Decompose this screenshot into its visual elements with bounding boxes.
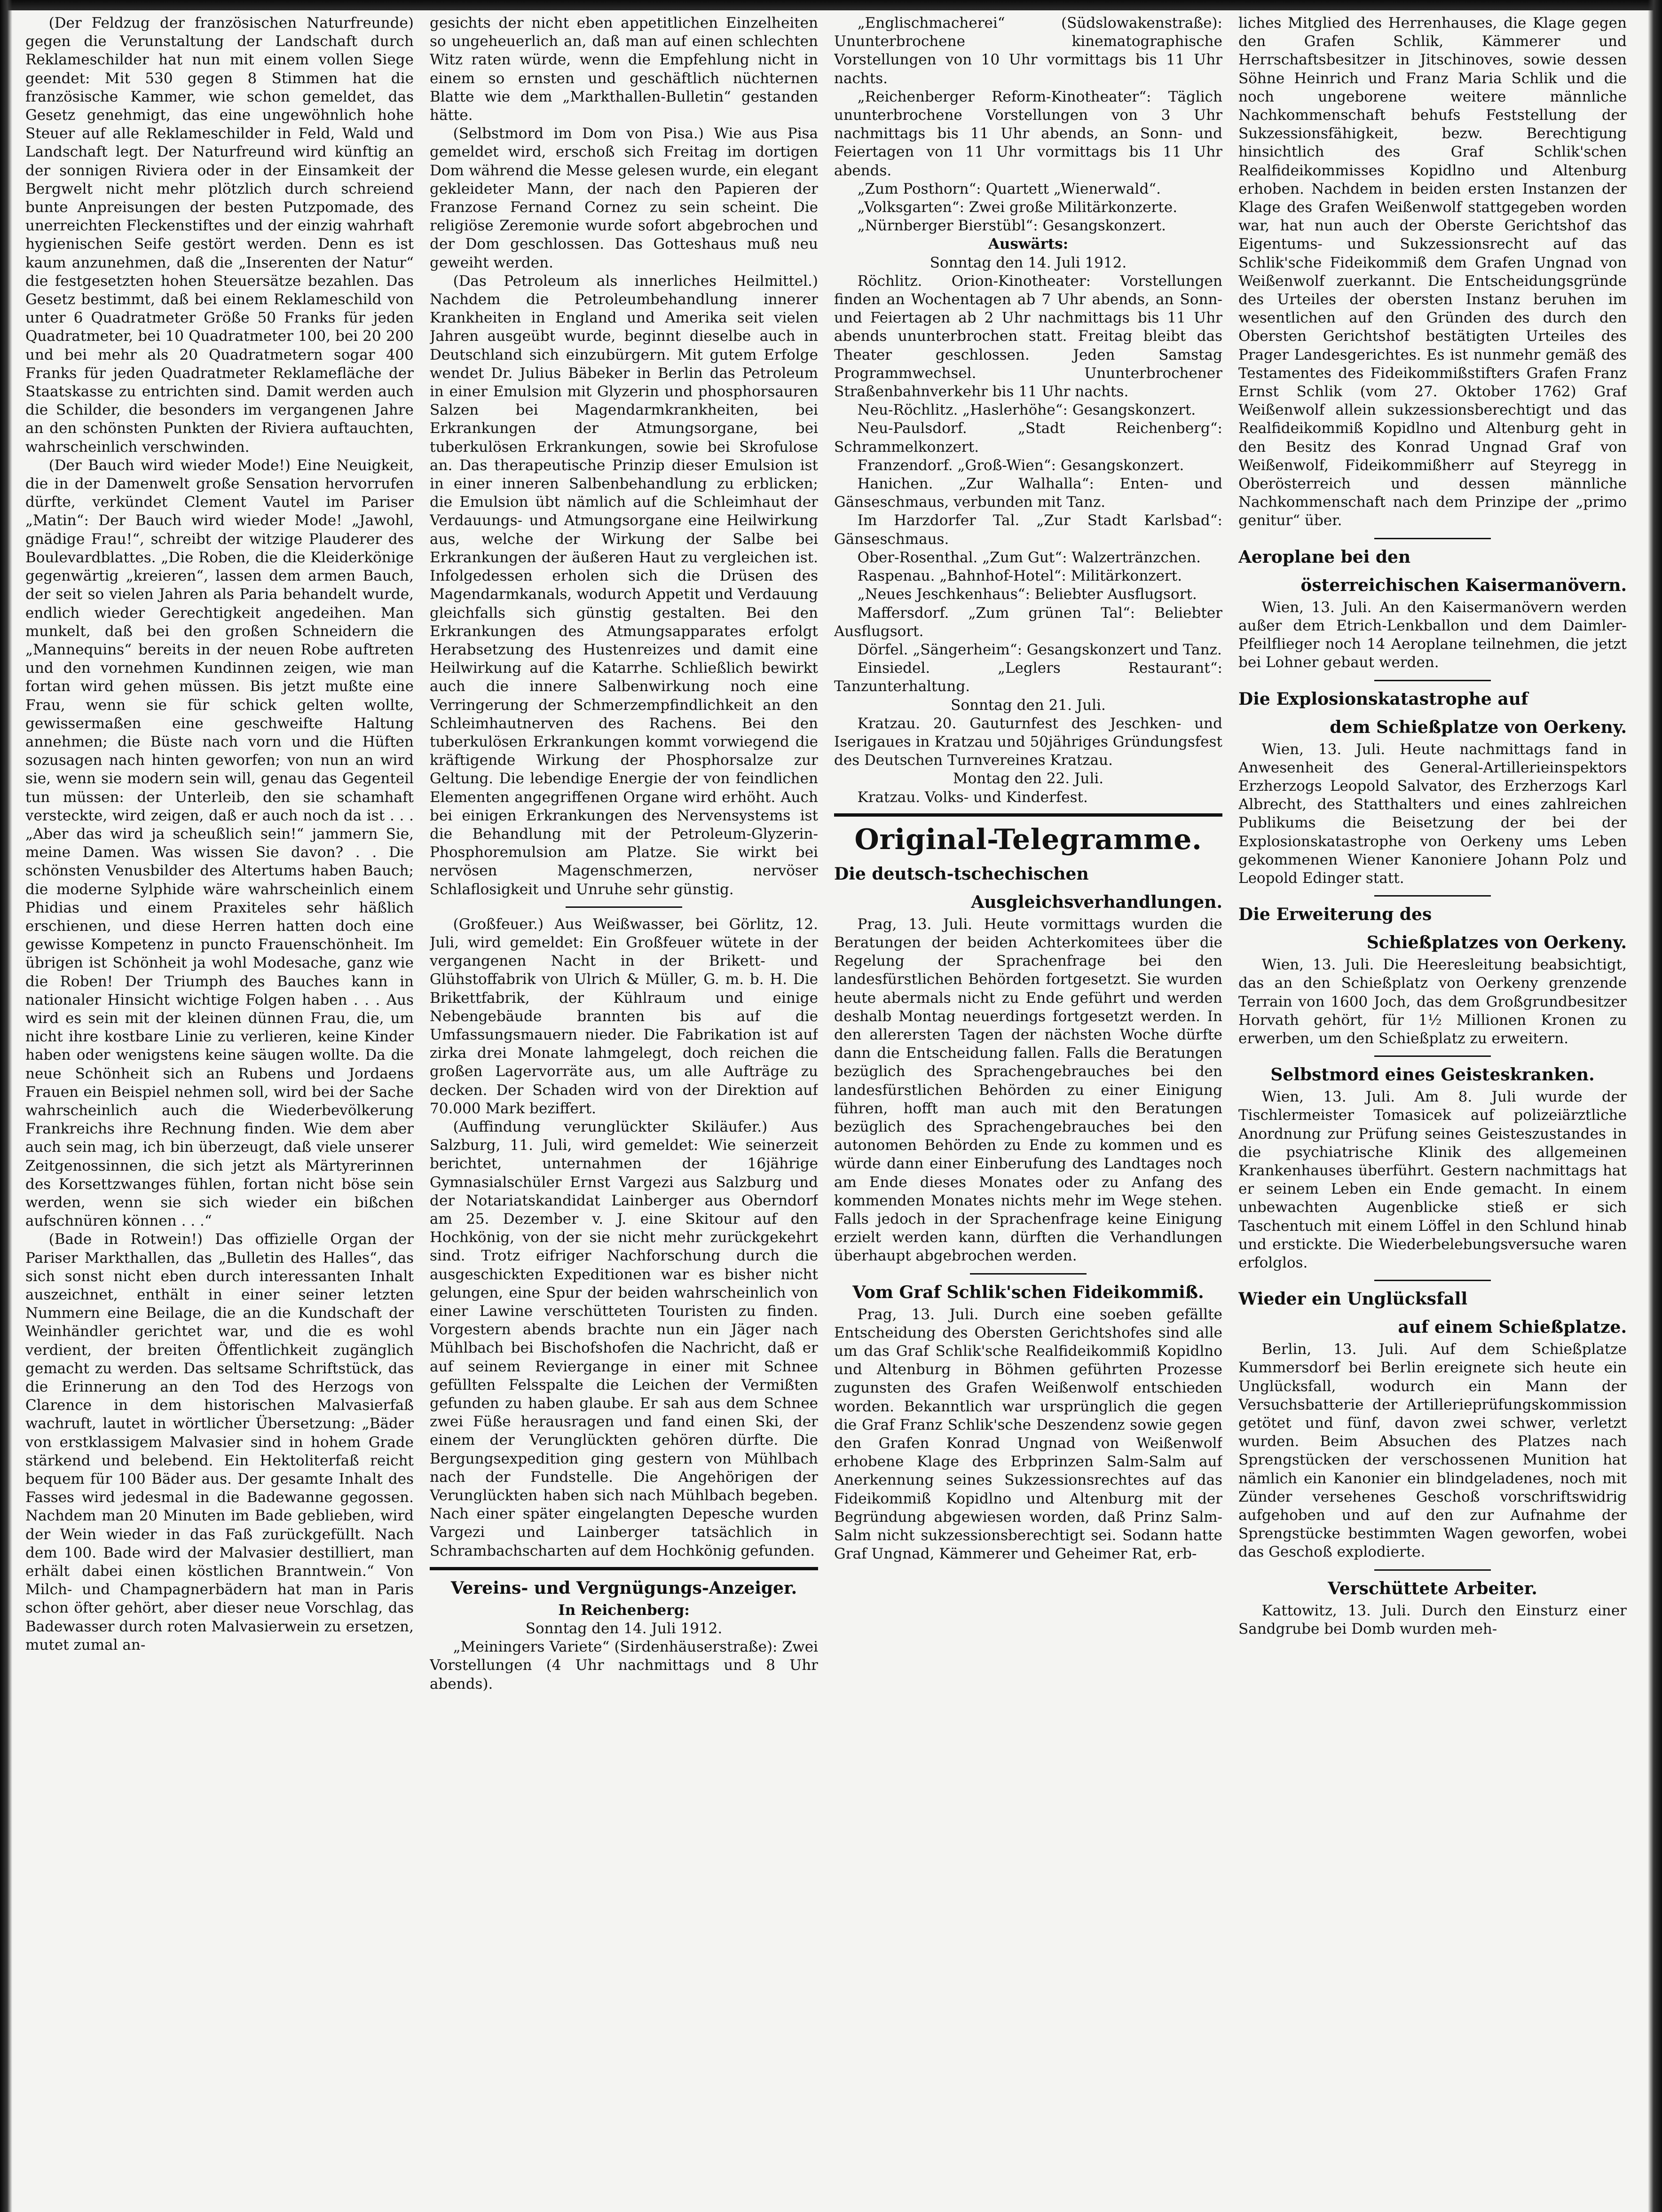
article-paragraph: Kratzau. Volks- und Kinderfest.	[857, 788, 1088, 806]
article-paragraph: Prag, 13. Juli. Durch eine soeben gefällte Entscheidung des Obersten Gerichtshofes sind alle um das Graf Schlik'sche Realfideikommiß Kopidlno und Altenburg in Böhmen geführten Prozesse zugunsten des Grafen Weißenwolf entschieden worden. Bekanntlich war ursprünglich die gegen die Graf Franz Schlik'sche Deszendenz sowie gegen den Grafen Konrad Ungnad von Weißenwolf erhobene Klage des Erbprinzen Salm-Salm auf Anerkennung seines Sukzessionsrechtes auf das Fideikommiß Kopidlno und Altenburg mit der Begründung abgewiesen worden, daß Prinz Salm-Salm nicht sukzessionsberechtigt sei. Sodann hatte Graf Ungnad, Kämmerer und Geheimer Rat, erb-	[834, 1306, 1222, 1563]
article-paragraph: Wien, 13. Juli. Die Heeresleitung beabsichtigt, das an den Schießplatz von Oerkeny grenzende Terrain von 1600 Joch, das dem Großgrundbesitzer Horvath gehört, für 1½ Millionen Kronen zu erwerben, um den Schießplatz zu erweitern.	[1238, 956, 1627, 1047]
article-headline: Ausgleichsverhandlungen.	[971, 892, 1222, 912]
article-paragraph: Im Harzdorfer Tal. „Zur Stadt Karlsbad“: Gänseschmaus.	[834, 512, 1222, 548]
rule	[1374, 680, 1491, 681]
article-paragraph: (Großfeuer.) Aus Weißwasser, bei Görlitz, 12. Juli, wird gemeldet: Ein Großfeuer wütete in der vergangenen Nacht in der Brikett- und Glühstoffabrik von Ulrich & Müller, G. m. b. H. Die Brikettfabrik, der Kühlraum und einige Nebengebäude brannten bis auf die Umfassungsmauern nieder. Die Fabrikation ist auf zirka drei Monate lahmgelegt, doch reichen die großen Lagervorräte aus, um alle Aufträge zu decken. Der Schaden wird von der Direktion auf 70.000 Mark beziffert.	[430, 915, 818, 1117]
article-headline: Die deutsch-tschechischen	[834, 864, 1089, 884]
rule	[834, 813, 1222, 817]
article-headline: dem Schießplatze von Oerkeny.	[1330, 717, 1627, 737]
article-paragraph: Sonntag den 14. Juli 1912.	[929, 254, 1127, 271]
article-paragraph: Auswärts:	[988, 236, 1069, 253]
article-paragraph: Montag den 22. Juli.	[953, 770, 1104, 787]
article-headline: Wieder ein Unglücksfall	[1238, 1289, 1468, 1309]
rule	[970, 1273, 1087, 1275]
rule	[1374, 1280, 1491, 1281]
article-headline: Die Erweiterung des	[1238, 905, 1432, 925]
article-paragraph: „Reichenberger Reform-Kinotheater“: Täglich ununterbrochene Vorstellungen von 3 Uhr nachmittags bis 11 Uhr abends, an Sonn- und Feiertagen von 11 Uhr vormittags bis 11 Uhr abends.	[834, 88, 1222, 179]
scan-right-edge	[1648, 0, 1662, 2212]
column-3	[834, 14, 1222, 2198]
article-paragraph: Franzendorf. „Groß-Wien“: Gesangskonzert.	[857, 457, 1184, 474]
article-paragraph: Raspenau. „Bahnhof-Hotel“: Militärkonzert.	[857, 567, 1182, 585]
article-paragraph: (Der Bauch wird wieder Mode!) Eine Neuigkeit, die in der Damenwelt große Sensation hervorrufen dürfte, verkündet Clement Vautel im Pariser „Matin“: Der Bauch wird wieder Mode! „Jawohl, gnädige Frau!“, schreibt der witzige Plauderer des Boulevardblattes. „Die Roben, die die Kleiderkönige gegenwärtig „kreieren“, lassen dem armen Bauch, der seit so vielen Jahren als Paria behandelt wurde, endlich wieder Gerechtigkeit angedeihen. Man munkelt, daß bei den großen Schneidern die „Mannequins“ bereits in der neuen Robe auftreten und den vornehmen Kundinnen zeigen, wie man fortan wird gehen müssen. Bis jetzt mußte eine Frau, wenn sie für schick gelten wollte, gewissermaßen eine geschweifte Haltung annehmen; die Büste nach vorn und die Hüften sozusagen nach hinten geworfen; von nun an wird sie, wenn sie modern sein will, genau das Gegenteil tun müssen: der Unterleib, den sie schamhaft versteckte, wird zeigen, daß er auch noch da ist . . . „Aber das wird ja scheußlich sein!“ jammern Sie, meine Damen. Was wissen Sie davon? . . Die schönsten Venusbilder des Altertums haben Bauch; die moderne Sylphide wäre wahrscheinlich einem Phidias und einem Praxiteles sehr häßlich erschienen, und diese Herren hatten doch eine gewisse Kompetenz in puncto Frauenschönheit. Im übrigen ist Schönheit ja wohl Modesache, ganz wie die Roben! Der Triumph des Bauches kann in nationaler Hinsicht wichtige Folgen haben . . . Aus wird es sein mit der kleinen dünnen Frau, die, um nicht ihre kostbare Linie zu verlieren, keine Kinder haben oder wenigstens keine säugen wollte. Da die neue Schönheit sich an Rubens und Jordaens Frauen ein Beispiel nehmen soll, wird bei der Sache wahrscheinlich auch die Wiederbevölkerung Frankreichs ihre Rechnung finden. Wie dem aber auch sein mag, ich bin überzeugt, daß viele unserer Zeitgenossinnen, die sich jetzt als Märtyrerinnen des Korsettzwanges fühlen, fortan nicht böse sein werden, wenn sie sich wieder ein bißchen aufschnüren können . . .“	[25, 457, 414, 1230]
article-paragraph: (Auffindung verunglückter Skiläufer.) Aus Salzburg, 11. Juli, wird gemeldet: Wie seinerzeit berichtet, unternahmen der 16jährige Gymnasialschüler Ernst Vargezi aus Salzburg und der Notariatskandidat Lainberger aus Oberndorf am 25. Dezember v. J. eine Skitour auf den Hochkönig, von der sie nicht mehr zurückgekehrt sind. Trotz eifriger Nachforschung durch die ausgeschickten Expeditionen war es bisher nicht gelungen, eine Spur der beiden wahrscheinlich von einer Lawine verschütteten Touristen zu finden. Vorgestern abends brachte nun ein Jäger nach Mühlbach bei Bischofshofen die Nachricht, daß er auf seinem Reviergange in einer mit Schnee gefüllten Felsspalte die Leichen der Vermißten gefunden zu haben glaube. Er sah aus dem Schnee zwei Füße herausragen und fand einen Ski, der einem der Verunglückten gehören dürfte. Die Bergungsexpedition ging gestern von Mühlbach nach der Fundstelle. Die Angehörigen der Verunglückten haben sich nach Mühlbach begeben. Nach einer später eingelangten Depesche wurden Vargezi und Lainberger tatsächlich in Schrambachscharten auf dem Hochkönig gefunden.	[430, 1118, 818, 1559]
rule	[1374, 1569, 1491, 1571]
article-headline: Aeroplane bei den	[1238, 547, 1411, 567]
article-paragraph: gesichts der nicht eben appetitlichen Einzelheiten so ungeheuerlich an, daß man auf einen schlechten Witz raten würde, wenn die Empfehlung nicht in einem so ernsten und geschäftlich nüchternen Blatte wie dem „Markthallen-Bulletin“ gestanden hätte.	[430, 15, 818, 124]
article-headline: Die Explosionskatastrophe auf	[1238, 689, 1528, 709]
article-paragraph: Hanichen. „Zur Walhalla“: Enten- und Gänseschmaus, verbunden mit Tanz.	[834, 475, 1222, 511]
rule	[566, 906, 682, 908]
article-paragraph: (Bade in Rotwein!) Das offizielle Organ der Pariser Markthallen, das „Bulletin des Halles“, das sich sonst nicht eben durch interessanten Inhalt auszeichnet, enthält in einer seiner letzten Nummern eine Beilage, die an die Kundschaft der Weinhändler gerichtet war, und die es wohl verdient, der breiten Öffentlichkeit zugänglich gemacht zu werden. Das seltsame Schriftstück, das die Erinnerung an den Tod des Herzogs von Clarence in dem historischen Malvasierfaß wachruft, lautet in wörtlicher Übersetzung: „Bäder von erstklassigem Malvasier sind in hohem Grade stärkend und belebend. Ein Hektoliterfaß reicht bequem für 100 Bäder aus. Der gesamte Inhalt des Fasses wird jedesmal in die Badewanne gegossen. Nachdem man 20 Minuten im Bade geblieben, wird der Wein wieder in das Faß zurückgefüllt. Nach dem 100. Bade wird der Malvasier destilliert, man erhält dabei einen köstlichen Branntwein.“ Von Milch- und Champagnerbädern hat man in Paris schon öfter gehört, aber dieser neue Vorschlag, das Badewasser durch roten Malvasierwein zu ersetzen, mutet zumal an-	[25, 1231, 414, 1653]
rule	[1374, 1055, 1491, 1057]
article-paragraph: „Volksgarten“: Zwei große Militärkonzerte.	[857, 199, 1178, 216]
section-headline: Original-Telegramme.	[854, 823, 1202, 856]
article-paragraph: (Das Petroleum als innerliches Heilmittel.) Nachdem die Petroleumbehandlung innerer Krankheiten in England und Amerika seit vielen Jahren ausgeübt wurde, beginnt dieselbe auch in Deutschland sich einzubürgern. Mit gutem Erfolge wendet Dr. Julius Bäbeker in Berlin das Petroleum in einer Emulsion mit Glyzerin und phosphorsauren Salzen bei Magendarmkrankheiten, bei Erkrankungen der Atmungsorgane, bei tuberkulösen Erkrankungen, sowie bei Skrofulose an. Das therapeutische Prinzip dieser Emulsion ist in einer inneren Salbenbehandlung zu erblicken; die Emulsion übt nämlich auf die Schleimhaut der Verdauungs- und Atmungsorgane eine Heilwirkung aus, welche der Wirkung der Salbe bei Erkrankungen der äußeren Haut zu vergleichen ist. Infolgedessen erholen sich die Drüsen des Magendarmkanals, wodurch Appetit und Verdauung gleichfalls sich günstig gestalten. Bei den Erkrankungen des Atmungsapparates erfolgt Herabsetzung des Hustenreizes und damit eine Heilwirkung auf die Katarrhe. Schließlich bewirkt auch die innere Salbenwirkung noch eine Verringerung der Schmerzempfindlichkeit an den Schleimhautnerven des Rachens. Bei den tuberkulösen Erkrankungen kommt vorwiegend die kräftigende Wirkung der Phosphorsalze zur Geltung. Die lebendige Energie der von feindlichen Elementen angegriffenen Organe wird erhöht. Auch bei einigen Erkrankungen des Nervensystems ist die Behandlung mit der Petroleum-Glyzerin-Phosphoremulsion am Platze. Sie wirkt bei nervösen Magenschmerzen, nervöser Schlaflosigkeit und Unruhe sehr günstig.	[430, 272, 818, 898]
article-paragraph: „Neues Jeschkenhaus“: Beliebter Ausflugsort.	[857, 586, 1197, 603]
article-paragraph: Wien, 13. Juli. An den Kaisermanövern werden außer dem Etrich-Lenkballon und dem Daimler-Pfeilflieger noch 14 Aeroplane teilnehmen, die jetzt bei Lohner gebaut werden.	[1238, 598, 1627, 671]
article-paragraph: Ober-Rosenthal. „Zum Gut“: Walzertränzchen.	[857, 549, 1201, 566]
article-paragraph: Kratzau. 20. Gauturnfest des Jeschken- und Iserigaues in Kratzau und 50jähriges Gründungsfest des Deutschen Turnvereines Kratzau.	[834, 715, 1222, 769]
article-paragraph: Berlin, 13. Juli. Auf dem Schießplatze Kummersdorf bei Berlin ereignete sich heute ein Unglücksfall, wodurch ein Mann der Versuchsbatterie der Artillerieprüfungskommission getötet und fünf, davon zwei schwer, verletzt wurden. Beim Absuchen des Platzes nach Sprengstücken der verschossenen Munition hat nämlich ein Kanonier ein blindgeladenes, noch mit Zünder versehenes Geschoß vorschriftswidrig aufgehoben und auf den zur Aufnahme der Sprengstücke bestimmten Wagen geworfen, wobei das Geschoß explodierte.	[1238, 1341, 1627, 1561]
rule	[430, 1567, 818, 1570]
rule	[1374, 538, 1491, 539]
article-paragraph: (Der Feldzug der französischen Naturfreunde) gegen die Verunstaltung der Landschaft durch Reklameschilder hat nun mit einem vollen Siege geendet: Mit 530 gegen 8 Stimmen hat die französische Kammer, wie schon gemeldet, das Gesetz genehmigt, das eine ungewöhnlich hohe Steuer auf alle Reklameschilder in Feld, Wald und Landschaft legt. Der Naturfreund wird künftig an der sonnigen Riviera oder in der Einsamkeit der Bergwelt nicht mehr plötzlich durch schreiend bunte Anpreisungen der besten Putzpomade, des unerreichten Fleckenstiftes und der einzig wahrhaft hygienischen Seife gestört werden. Denn es ist kaum anzunehmen, daß die „Inserenten der Natur“ die festgesetzten hohen Steuersätze bezahlen. Das Gesetz bestimmt, daß bei einem Reklameschild von unter 6 Quadratmeter Größe 50 Franks für jeden Quadratmeter, bei 10 Quadratmeter 100, bei 20 200 und bei mehr als 20 Quadratmetern sogar 400 Franks für jeden Quadratmeter Reklamefläche der Staatskasse zu entrichten sind. Damit werden auch die Schilder, die besonders im vergangenen Jahre an den schönsten Punkten der Riviera auftauchten, wahrscheinlich verschwinden.	[25, 15, 414, 456]
article-paragraph: Sonntag den 14. Juli 1912.	[525, 1620, 723, 1637]
article-paragraph: Röchlitz. Orion-Kinotheater: Vorstellungen finden an Wochentagen ab 7 Uhr abends, an Sonn- und Feiertagen ab 2 Uhr nachmittags bis 11 Uhr abends ununterbrochen statt. Freitag bleibt das Theater geschlossen. Jeden Samstag Programmwechsel. Ununterbrochener Straßenbahnverkehr bis 11 Uhr nachts.	[834, 272, 1222, 401]
article-paragraph: Sonntag den 21. Juli.	[951, 696, 1106, 714]
article-paragraph: Dörfel. „Sängerheim“: Gesangskonzert und Tanz.	[857, 641, 1222, 658]
article-paragraph: Prag, 13. Juli. Heute vormittags wurden die Beratungen der beiden Achterkomitees über die Regelung der Sprachenfrage bei den landesfürstlichen Behörden fortgesetzt. Sie wurden heute abermals nicht zu Ende geführt und werden deshalb Montag neuerdings fortgesetzt werden. In den allerersten Tagen der nächsten Woche dürfte dann die Entscheidung fallen. Falls die Beratungen bezüglich des Sprachengebrauches bei den landesfürstlichen Behörden zu einer Einigung führen, hofft man auch mit den Beratungen bezüglich des Sprachengebrauches bei den autonomen Behörden zu Ende zu kommen und es würde dann einer Einberufung des Landtages noch am Ende dieses Monates oder zu Anfang des kommenden Monates nichts mehr im Wege stehen. Falls jedoch in der Sprachenfrage keine Einigung erzielt werden kann, dürften die Verhandlungen überhaupt abgebrochen werden.	[834, 915, 1222, 1265]
column-grid	[25, 14, 1638, 2198]
article-paragraph: Kattowitz, 13. Juli. Durch den Einsturz einer Sandgrube bei Domb wurden meh-	[1238, 1602, 1627, 1637]
article-headline: Selbstmord eines Geisteskranken.	[1270, 1065, 1595, 1085]
article-paragraph: „Meiningers Variete“ (Sirdenhäuserstraße): Zwei Vorstellungen (4 Uhr nachmittags und 8 Uhr abends).	[430, 1638, 818, 1692]
column-2	[430, 14, 818, 2198]
article-headline: Schießplatzes von Oerkeny.	[1366, 933, 1627, 953]
article-paragraph: In Reichenberg:	[558, 1601, 690, 1619]
column-4	[1238, 14, 1627, 2198]
article-headline: Vom Graf Schlik'schen Fideikommiß.	[852, 1282, 1204, 1302]
article-paragraph: Einsiedel. „Leglers Restaurant“: Tanzunterhaltung.	[834, 660, 1222, 695]
article-paragraph: Wien, 13. Juli. Am 8. Juli wurde der Tischlermeister Tomasicek auf polizeiärztliche Anordnung zur Prüfung seines Geisteszustandes in die psychiatrische Klinik des allgemeinen Krankenhauses überführt. Gestern nachmittags hat er seinem Leben ein Ende gemacht. In einem unbewachten Augenblicke stieß er sich Taschentuch mit einem Löffel in den Schlund hinab und erstickte. Die Wiederbelebungsversuche waren erfolglos.	[1238, 1088, 1627, 1271]
article-headline: Verschüttete Arbeiter.	[1328, 1578, 1537, 1598]
article-paragraph: Neu-Paulsdorf. „Stadt Reichenberg“: Schrammelkonzert.	[834, 420, 1222, 456]
article-paragraph: „Zum Posthorn“: Quartett „Wienerwald“.	[857, 180, 1161, 197]
article-headline: auf einem Schießplatze.	[1398, 1317, 1627, 1338]
column-1	[25, 14, 414, 2198]
article-paragraph: Maffersdorf. „Zum grünen Tal“: Beliebter Ausflugsort.	[834, 604, 1222, 640]
article-paragraph: „Englischmacherei“ (Südslowakenstraße): Ununterbrochene kinematographische Vorstellungen von 10 Uhr vormittags bis 11 Uhr nachts.	[834, 15, 1222, 87]
article-headline: österreichischen Kaisermanövern.	[1300, 575, 1627, 595]
article-paragraph: (Selbstmord im Dom von Pisa.) Wie aus Pisa gemeldet wird, erschoß sich Freitag im dortigen Dom während die Messe gelesen wurde, ein elegant gekleideter Mann, der nach den Papieren der Franzose Fernand Cornez zu sein scheint. Die religiöse Zeremonie wurde sofort abgebrochen und der Dom geschlossen. Das Gotteshaus muß neu geweiht werden.	[430, 125, 818, 271]
article-paragraph: Wien, 13. Juli. Heute nachmittags fand in Anwesenheit des General-Artillerieinspektors Erzherzogs Leopold Salvator, des Erzherzogs Karl Albrecht, des Statthalters und eines zahlreichen Publikums die Beisetzung der bei der Explosionskatastrophe von Oerkeny ums Leben gekommenen Wiener Kanoniere Johann Polz und Leopold Edinger statt.	[1238, 740, 1627, 887]
article-paragraph: Neu-Röchlitz. „Haslerhöhe“: Gesangskonzert.	[857, 401, 1196, 419]
rule	[1374, 895, 1491, 897]
scan-left-edge	[0, 0, 12, 2212]
article-paragraph: liches Mitglied des Herrenhauses, die Klage gegen den Grafen Schlik, Kämmerer und Herrschaftsbesitzer in Jitschinoves, sowie dessen Söhne Heinrich und Franz Maria Schlik und die noch ungeborene weitere männliche Nachkommenschaft behufs Feststellung der Sukzessionsfähigkeit, bezw. Berechtigung hinsichtlich des Graf Schlik'schen Realfideikommisses Kopidlno und Altenburg erhoben. Nachdem in beiden ersten Instanzen der Klage des Grafen Weißenwolf stattgegeben worden war, hat nun auch der Oberste Gerichtshof das Eigentums- und Sukzessionsrecht auf das Schlik'sche Fideikommiß dem Grafen Ungnad von Weißenwolf zuerkannt. Die Entscheidungsgründe des Urteiles der obersten Instanz beruhen im wesentlichen auf den Gründen des durch den Obersten Gerichtshof bestätigten Urteiles des Prager Landesgerichtes. Es ist nunmehr gemäß des Testamentes des Fideikommißstifters Grafen Franz Ernst Schlik (vom 27. Oktober 1762) Graf Weißenwolf allein sukzessionsberechtigt und das Realfideikommiß Kopidlno und Altenburg geht in den Besitz des Konrad Ungnad Graf von Weißenwolf, Fideikommißherr auf Steyregg in Oberösterreich und dessen männliche Nachkommenschaft nach dem Prinzipe der „primo genitur“ über.	[1238, 15, 1627, 529]
scan-top-edge	[0, 0, 1662, 10]
article-paragraph: „Nürnberger Bierstübl“: Gesangskonzert.	[857, 217, 1166, 235]
article-headline: Vereins- und Vergnügungs-Anzeiger.	[450, 1578, 797, 1598]
